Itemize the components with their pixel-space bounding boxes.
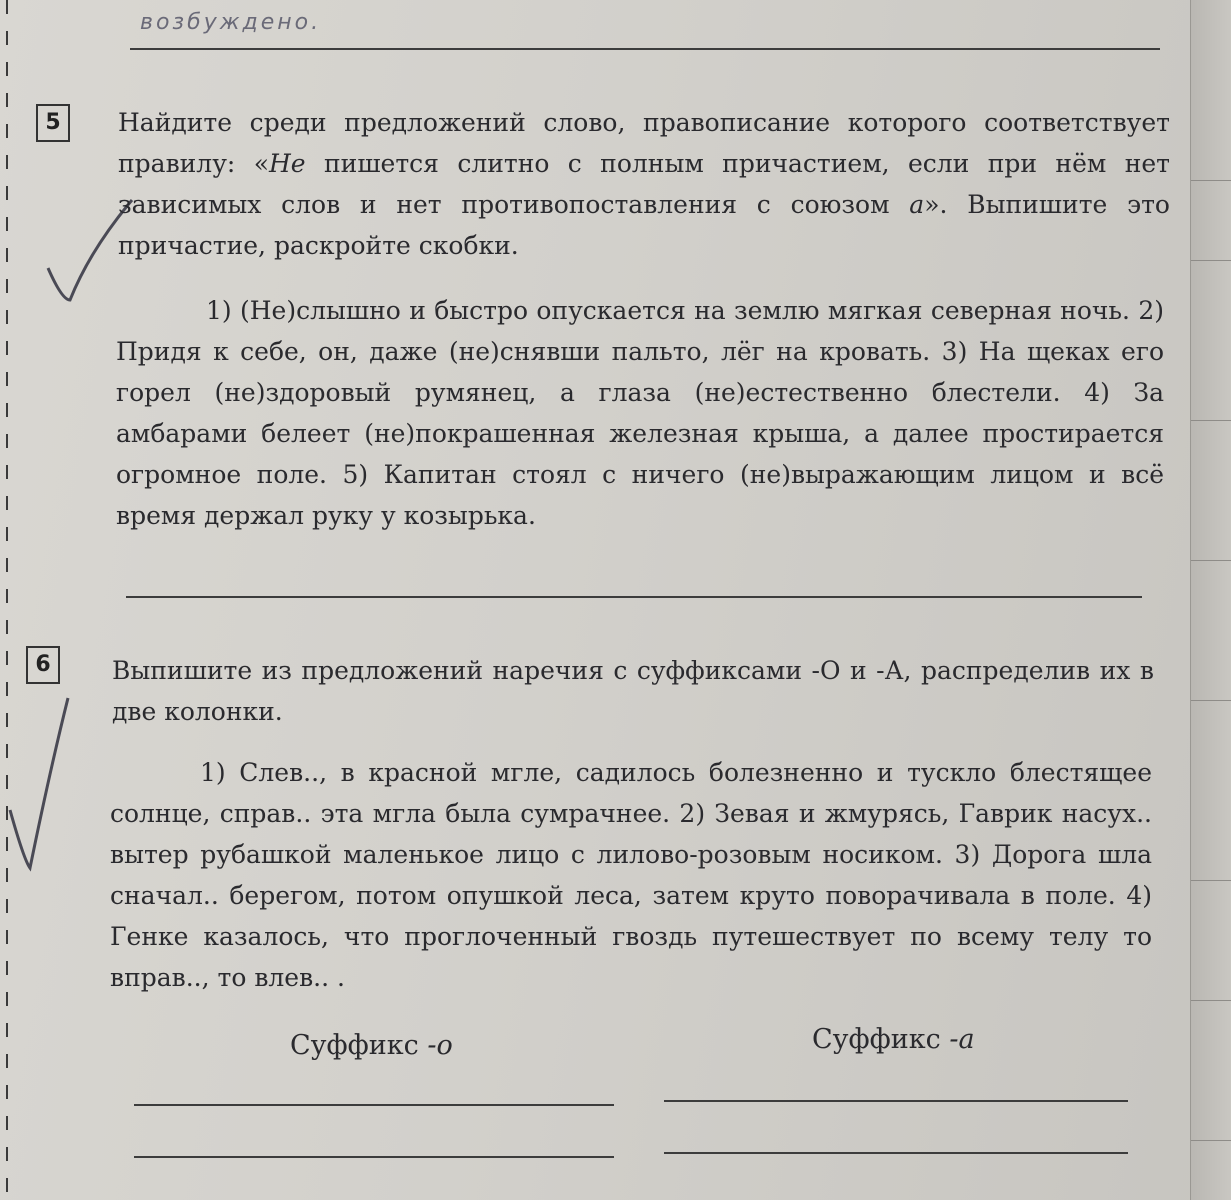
checkmark-icon [2, 690, 82, 880]
task5-sentences: 1) (Не)слышно и быстро опускается на землю мягкая северная ночь. 2) Придя к себе, он, даже (не)снявши пальто, лёг на кровать. 3) На щеках его горел (не)здоровый румянец, а глаза (не)естественно блестели. 4) За амбарами белеет (не)покрашенная железная крыша, а далее простирается огромное поле. 5) Капитан стоял с ничего (не)выражающим лицом и всё время держал руку у козырька. [116, 296, 1164, 530]
task6-sentences: 1) Слев.., в красной мгле, садилось болезненно и тускло блестящее солнце, справ.. эта мгла была сумрачнее. 2) Зевая и жмурясь, Гаврик насух.. вытер рубашкой маленькое лицо с лилово-розовым носиком. 3) Дорога шла сначал.. берегом, потом опушкой леса, затем круто поворачивала в поле. 4) Генке казалось, что проглоченный гвоздь путешествует по всему телу то вправ.., то влев.. . [110, 758, 1152, 992]
answer-line-suffix-a [664, 1152, 1128, 1154]
answer-line-top [130, 48, 1160, 50]
task5-instruction: Найдите среди предложений слово, правописание которого соответствует правилу: «Не пишется слитно с полным причастием, если при нём нет зависимых слов и нет противопоставления с союзом а». Выпишите это причастие, раскройте скобки. [118, 108, 1170, 260]
adjacent-page-edge [1190, 0, 1231, 1200]
task6-instruction: Выпишите из предложений наречия с суффиксами -О и -А, распределив их в две колонки. [112, 656, 1154, 726]
answer-line-suffix-o [134, 1156, 614, 1158]
answer-line-suffix-o [134, 1104, 614, 1106]
handwritten-answer: возбуждено. [140, 10, 322, 35]
answer-line-suffix-a [664, 1100, 1128, 1102]
margin-ticks [6, 0, 14, 1200]
suffix-o-label: Суффикс -о [290, 1030, 453, 1061]
suffix-a-label: Суффикс -а [812, 1024, 975, 1055]
task-number-box: 5 [36, 104, 70, 142]
task-number-box: 6 [26, 646, 60, 684]
task5-answer-line [126, 596, 1142, 598]
